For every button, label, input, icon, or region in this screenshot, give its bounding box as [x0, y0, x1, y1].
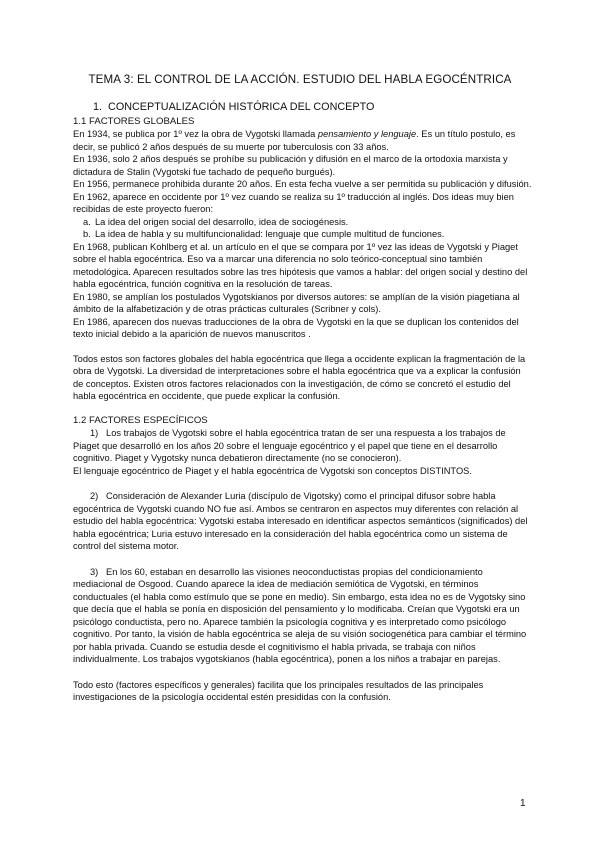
- list-item-text: La idea de habla y su multifuncionalidad: lenguaje que cumple multitud de funciones.: [95, 229, 445, 239]
- paragraph-1980: En 1980, se amplían los postulados Vygotskianos por diversos autores: se amplían de la visión piagetiana al ámbito de la alfabetización y de otras prácticas culturales (Scribner y cols).: [73, 291, 520, 314]
- subsection-heading-global: 1.1 FACTORES GLOBALES: [73, 115, 195, 127]
- factor-marker: 2): [90, 491, 99, 501]
- book-title: pensamiento y lenguaje: [317, 129, 417, 139]
- section-number: 1.: [93, 101, 103, 113]
- factor-1-paragraph: [73, 427, 533, 465]
- paragraph-1986: En 1986, aparecen dos nuevas traducciones de la obra de Vygotski en la que se duplican los contenidos del texto inicial debido a la aparición de nuevos manuscritos .: [73, 316, 519, 339]
- factor-marker: 3): [90, 566, 99, 577]
- spacer: [73, 341, 533, 353]
- factor-text: En los 60, estaban en desarrollo las visiones neoconductistas propias del condicionamiento mediacional de Osgood. Cuando aparece la idea de mediación semiótica de Vygotski, en términos conductuales (el habla como estímulo que se pone en medio). Sin embargo, esta idea no es de Vygotsky sino que decía que el habla se ponía en disposición del pensamiento y lo modificaba. Creían que Vygotski era un psicólogo conductista, pero no. Aparece también la psicología cognitiva y es interpretado como psicólogo cognitivo. Por tanto, la visión de habla egocéntrica se aleja de su visión sociogenética para cambiar el término por habla privada. Cuando se estudia desde el cognitivismo el habla privada, se trabaja con niños individualmente. Los trabajos vygotskianos (habla egocéntrica), ponen a los niños a trabajar en parejas.: [73, 566, 527, 664]
- summary-paragraph: Todos estos son factores globales del habla egocéntrica que llega a occidente explican la fragmentación de la obra de Vygotski. La diversidad de interpretaciones sobre el habla egocéntrica que va a explicar la confusión de conceptos. Existen otros factores relacionados con la investigación, de cómo se concretó el estudio del habla egocéntrica en occidente, que puede explicar la confusión.: [73, 353, 526, 401]
- factor-2-paragraph: [73, 490, 533, 553]
- paragraph-1936: En 1936, solo 2 años después se prohíbe su publicación y difusión en el marco de la ortodoxia marxista y dictadura de Stalin (Vygotski fue tachado de pequeño burgués).: [73, 154, 508, 177]
- list-item: [73, 216, 533, 229]
- factor-3-paragraph: [73, 566, 533, 666]
- paragraph-1962: En 1962, aparece en occidente por 1º vez cuando se realiza su 1º traducción al inglés. Dos ideas muy bien recibidas de este proyecto fueron:: [73, 191, 514, 214]
- paragraph-1934: [73, 128, 533, 153]
- paragraph-text: . Es un título postulo, es decir, se publicó 2 años después de su muerte por tuberculosis con 33 años.: [73, 129, 516, 152]
- section-heading-text: CONCEPTUALIZACIÓN HISTÓRICA DEL CONCEPTO: [108, 101, 375, 113]
- list-item-text: La idea del origen social del desarrollo, idea de sociogénesis.: [95, 216, 349, 227]
- spacer: [73, 477, 533, 490]
- factor-text: Consideración de Alexander Luria (discípulo de Vigotsky) como el principal difusor sobre habla egocéntrica de Vygotski cuando NO fue así. Ambos se centraron en aspectos muy diferentes con relación al estudio del habla egocéntrica: Vygotski estaba interesado en identificar aspectos semánticos (significados) del habla egocéntrica; Luria estuvo interesado en la consideración del habla egocéntrica como un sistema de control del sistema motor.: [73, 491, 528, 551]
- paragraph-1956: En 1956, permanece prohibida durante 20 años. En esta fecha vuelve a ser permitida su publicación y difusión.: [73, 179, 532, 189]
- document-title: TEMA 3: EL CONTROL DE LA ACCIÓN. ESTUDIO DEL HABLA EGOCÉNTRICA: [88, 73, 512, 86]
- list-item: [73, 228, 533, 241]
- document-body: [73, 101, 533, 704]
- paragraph-text: En 1934, se publica por 1º vez la obra de Vygotski llamada: [73, 129, 318, 139]
- factor-1-extra: El lenguaje egocéntrico de Piaget y el habla egocéntrica de Vygotski son conceptos DISTINTOS.: [73, 465, 472, 476]
- closing-paragraph: Todo esto (factores específicos y generales) facilita que los principales resultados de las principales investigaciones de la psicología occidental estén presididas con la confusión.: [73, 679, 484, 702]
- section-heading-1: [73, 101, 533, 114]
- spacer: [73, 403, 533, 415]
- spacer: [73, 666, 533, 679]
- factor-marker: 1): [90, 428, 99, 438]
- factor-text: Los trabajos de Vygotski sobre el habla egocéntrica tratan de ser una respuesta a los trabajos de Piaget que desarrolló en los años 20 sobre el lenguaje egocéntrico y el papel que tiene en el desarrollo cognitivo. Piaget y Vygotsky nunca debatieron directamente (no se conocieron).: [73, 428, 506, 463]
- paragraph-1968: En 1968, publican Kohlberg et al. un artículo en el que se compara por 1º vez las ideas de Vygotski y Piaget sobre el habla egocéntrica. Eso va a marcar una diferencia no solo teórico-conceptual sino también metodológica. Aparecen resultados sobre las tres hipótesis que vamos a hablar: del origen social y destino del habla egocéntrica, función cognitiva en la resolución de tareas.: [73, 241, 528, 289]
- list-marker: b.: [83, 229, 91, 239]
- page-number: 1: [520, 798, 526, 809]
- spacer: [73, 553, 533, 566]
- subsection-heading-specific: 1.2 FACTORES ESPECÍFICOS: [73, 414, 208, 426]
- list-marker: a.: [83, 216, 91, 227]
